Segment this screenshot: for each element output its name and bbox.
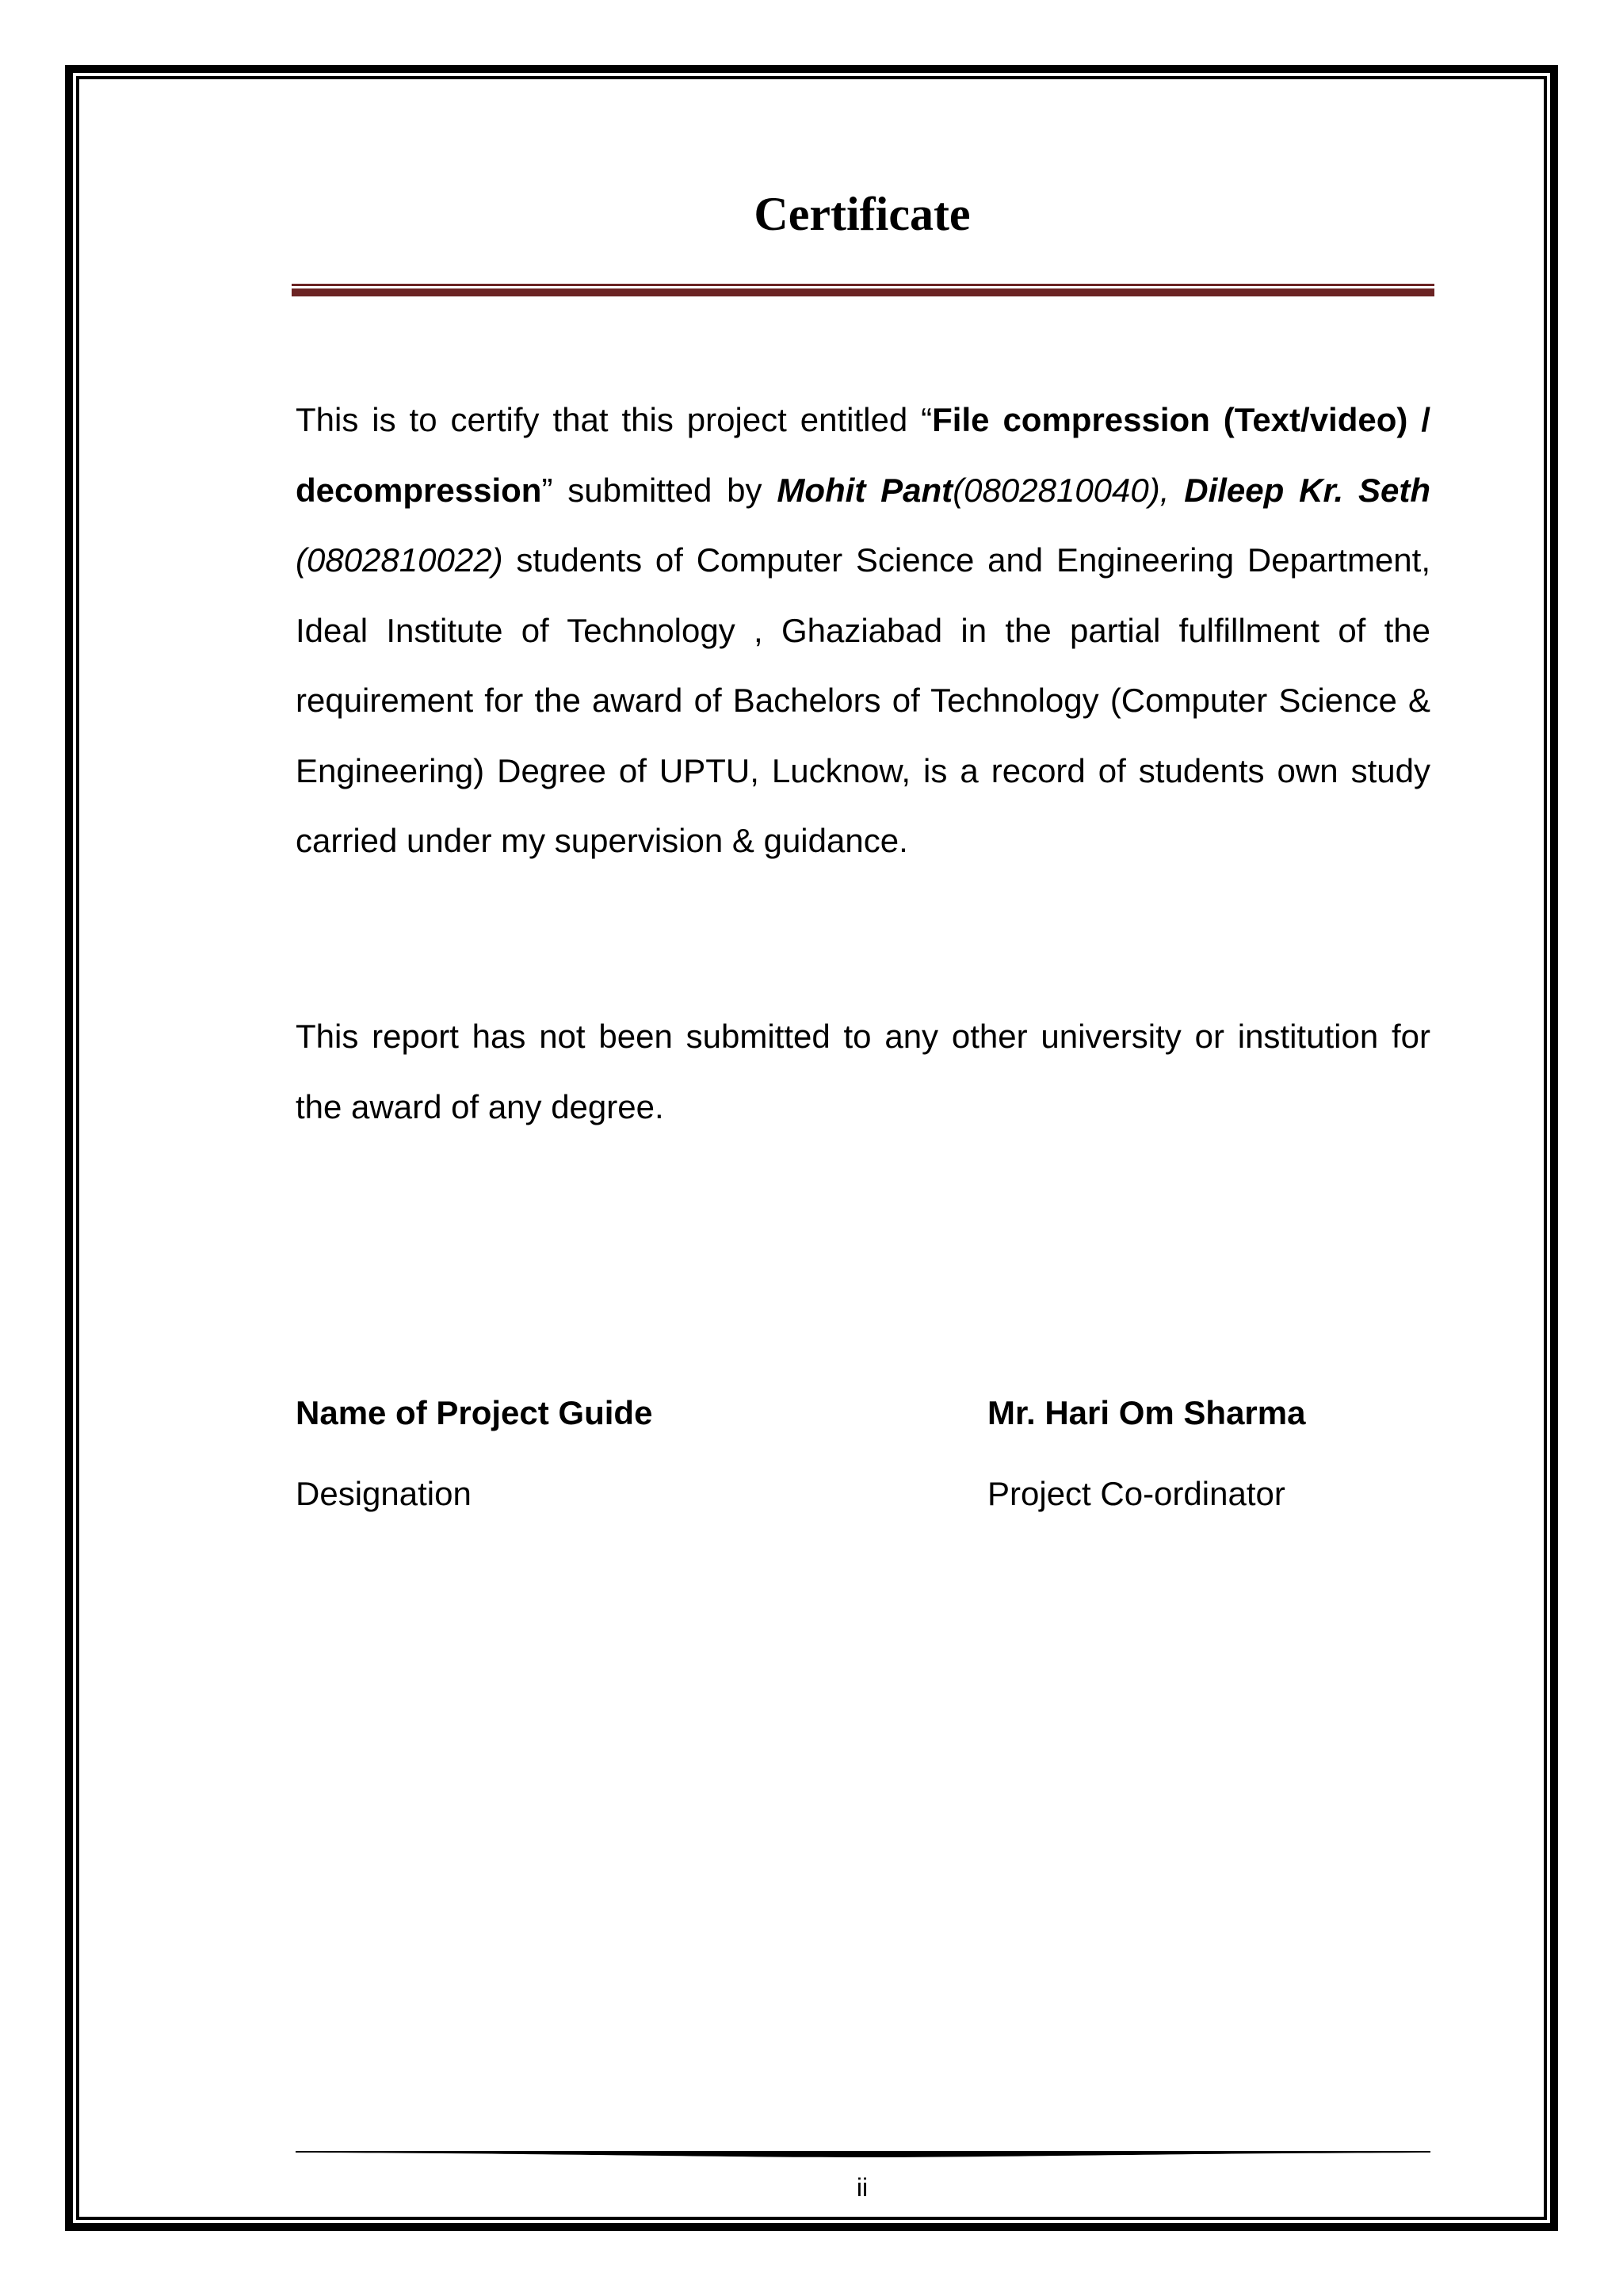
certificate-body-text: students of Computer Science and Engineering Department, Ideal Institute of Technology , Ghaziabad in the partial fulfillment of the requirement for the award of Bachelors of Technology (Computer Science & Engineering) Degree of UPTU, Lucknow, is a record of students own study carried under my supervision & guidance. <box>296 541 1430 859</box>
student-name-1: Mohit Pant <box>777 471 953 509</box>
student-roll-1: (0802810040), <box>953 471 1185 509</box>
title-underline-thick <box>292 288 1434 296</box>
coordinator-name: Mr. Hari Om Sharma <box>987 1394 1306 1431</box>
student-roll-2: (0802810022) <box>296 541 503 579</box>
title-underline-thin <box>292 284 1434 286</box>
certificate-paragraph <box>296 385 1430 877</box>
project-title: File compression (Text/video) / decompression <box>296 401 1430 509</box>
declaration-paragraph: This report has not been submitted to any other university or institution for the award of any degree. <box>296 1018 1430 1125</box>
footer-ornament-line <box>296 2148 1430 2159</box>
coordinator-designation: Project Co-ordinator <box>987 1475 1285 1512</box>
intro-text: This is to certify that this project entitled “ <box>296 401 933 438</box>
page-title: Certificate <box>754 188 971 240</box>
page-number: ii <box>856 2173 869 2202</box>
project-guide-designation: Designation <box>296 1475 472 1512</box>
project-guide-name: Name of Project Guide <box>296 1394 653 1431</box>
student-name-2: Dileep Kr. Seth <box>1184 471 1430 509</box>
submitted-by-text: ” submitted by <box>541 471 777 509</box>
